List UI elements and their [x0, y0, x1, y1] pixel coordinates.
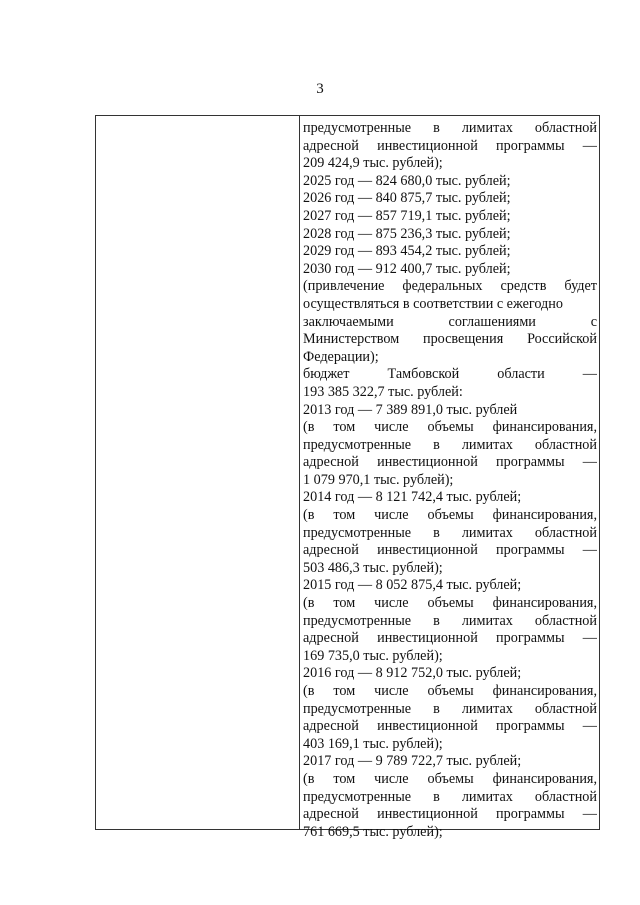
text-line: предусмотренные в лимитах областной — [303, 612, 597, 629]
text-line: предусмотренные в лимитах областной — [303, 524, 597, 541]
table-right-cell — [300, 116, 599, 840]
text-line: 503 486,3 тыс. рублей); — [303, 559, 443, 576]
financing-table — [95, 115, 600, 840]
text-line: адресной инвестиционной программы — — [303, 137, 597, 154]
text-line: 2028 год — 875 236,3 тыс. рублей; — [303, 225, 511, 242]
text-line: (в том числе объемы финансирования, — [303, 683, 597, 699]
text-line: 2015 год — 8 052 875,4 тыс. рублей; — [303, 577, 522, 594]
text-line: адресной инвестиционной программы — — [303, 542, 597, 559]
text-line: 169 735,0 тыс. рублей); — [303, 647, 443, 664]
text-line: 2016 год — 8 912 752,0 тыс. рублей; — [303, 665, 522, 682]
text-line: 2027 год — 857 719,1 тыс. рублей; — [303, 207, 511, 224]
text-line: предусмотренные в лимитах областной — [303, 700, 597, 717]
text-line: предусмотренные в лимитах областной — [303, 120, 597, 136]
text-line: (привлечение федеральных средств будет — [303, 278, 597, 295]
text-line: 209 424,9 тыс. рублей); — [303, 155, 443, 172]
text-line: адресной инвестиционной программы — — [303, 630, 597, 647]
text-line: 2029 год — 893 454,2 тыс. рублей; — [303, 243, 511, 260]
text-line: 1 079 970,1 тыс. рублей); — [303, 471, 454, 488]
text-line: (в том числе объемы финансирования, — [303, 507, 597, 524]
text-line: 2014 год — 8 121 742,4 тыс. рублей; — [303, 489, 522, 506]
text-line: 2026 год — 840 875,7 тыс. рублей; — [303, 190, 511, 207]
text-line: адресной инвестиционной программы — — [303, 718, 597, 735]
text-line: Министерством просвещения Российской — [303, 331, 597, 348]
text-line: осуществляться в соответствии с ежегодно — [303, 295, 563, 312]
text-line: 403 169,1 тыс. рублей); — [303, 735, 443, 752]
table-left-cell — [96, 116, 300, 829]
text-line: заключаемыми соглашениями с — [303, 313, 597, 330]
text-line: 2017 год — 9 789 722,7 тыс. рублей; — [303, 753, 522, 770]
text-line: (в том числе объемы финансирования, — [303, 770, 597, 787]
text-line: Федерации); — [303, 348, 379, 365]
text-line: адресной инвестиционной программы — — [303, 454, 597, 471]
text-line: 2025 год — 824 680,0 тыс. рублей; — [303, 172, 511, 189]
text-line: 2030 год — 912 400,7 тыс. рублей; — [303, 260, 511, 277]
text-line: 193 385 322,7 тыс. рублей: — [303, 383, 463, 400]
text-line: адресной инвестиционной программы — — [303, 806, 597, 823]
text-line: 761 669,5 тыс. рублей); — [303, 823, 443, 840]
text-line: предусмотренные в лимитах областной — [303, 788, 597, 805]
text-line: 2013 год — 7 389 891,0 тыс. рублей — [303, 401, 518, 418]
page-number: 3 — [316, 81, 324, 97]
text-line: бюджет Тамбовской области — — [303, 366, 597, 383]
text-line: (в том числе объемы финансирования, — [303, 595, 597, 612]
text-line: предусмотренные в лимитах областной — [303, 436, 597, 453]
text-line: (в том числе объемы финансирования, — [303, 419, 597, 436]
